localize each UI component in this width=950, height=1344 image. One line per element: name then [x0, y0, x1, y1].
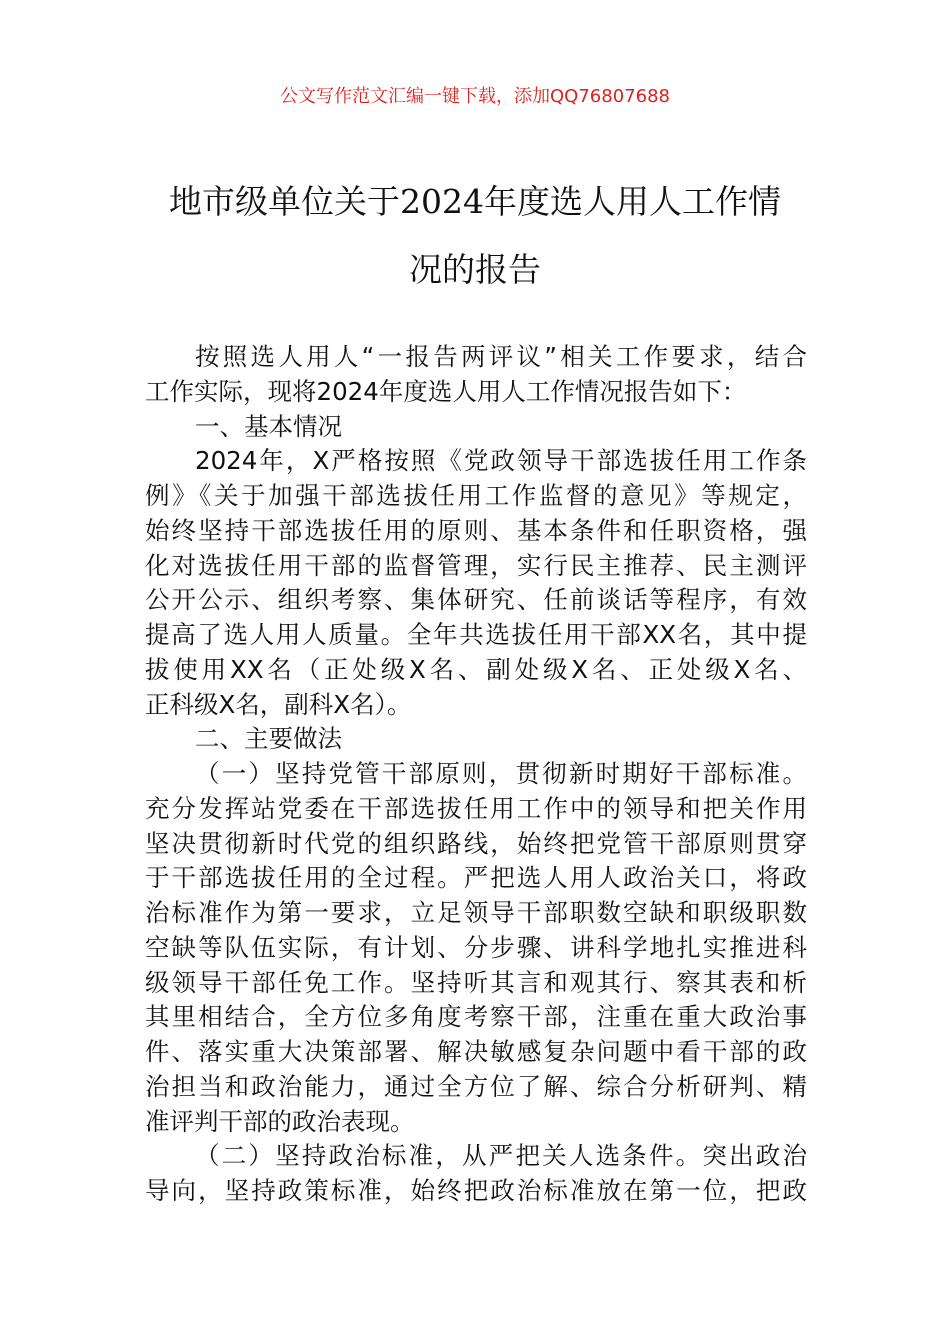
document-title-line-2: 况的报告 [409, 250, 541, 289]
body-text-line: 工作实际，现将2024年度选人用人工作情况报告如下： [145, 376, 747, 406]
body-text-line: 治标准作为第一要求，立足领导干部职数空缺和职级职数 [145, 898, 807, 927]
document-title-line-1: 地市级单位关于2024年度选人用人工作情 [169, 182, 781, 221]
body-text-line: 拔使用XX名（正处级X名、副处级X名、正处级X名、 [145, 654, 807, 684]
body-text-line: 坚决贯彻新时代党的组织路线，始终把党管干部原则贯穿 [145, 828, 807, 858]
body-text-line: 于干部选拔任用的全过程。严把选人用人政治关口，将政 [145, 863, 807, 893]
body-text-line: 化对选拔任用干部的监督管理，实行民主推荐、民主测评 [145, 550, 807, 580]
body-text-line: 2024年，X严格按照《党政领导干部选拔任用工作条 [195, 446, 807, 476]
body-text-line: （二）坚持政治标准，从严把关人选条件。突出政治 [195, 1141, 807, 1171]
body-text-line: 准评判干部的政治表现。 [145, 1106, 415, 1136]
body-text-line: 例》《关于加强干部选拔任用工作监督的意见》等规定， [145, 481, 807, 510]
body-text-line: 正科级X名，副科X名）。 [145, 689, 412, 719]
watermark-banner: 公文写作范文汇编一键下载，添加QQ76807688 [280, 86, 670, 107]
body-text-line: 始终坚持干部选拔任用的原则、基本条件和任职资格，强 [145, 515, 807, 545]
body-text-line: 二、主要做法 [195, 724, 342, 754]
body-text-line: 导向，坚持政策标准，始终把政治标准放在第一位，把政 [145, 1176, 807, 1205]
body-text-line: 提高了选人用人质量。全年共选拔任用干部XX名，其中提 [145, 620, 807, 649]
document-body [145, 340, 807, 1209]
body-text-line: 治担当和政治能力，通过全方位了解、综合分析研判、精 [145, 1071, 807, 1101]
body-text-line: 一、基本情况 [195, 411, 342, 441]
body-text-line: 按照选人用人“一报告两评议”相关工作要求，结合 [195, 342, 807, 371]
body-text-line: 件、落实重大决策部署、解决敏感复杂问题中看干部的政 [145, 1037, 807, 1066]
body-text-line: 公开公示、组织考察、集体研究、任前谈话等程序，有效 [145, 585, 807, 615]
body-text-line: 空缺等队伍实际，有计划、分步骤、讲科学地扎实推进科 [145, 932, 807, 962]
body-text-line: 级领导干部任免工作。坚持听其言和观其行、察其表和析 [145, 967, 807, 997]
body-text-line: 其里相结合，全方位多角度考察干部，注重在重大政治事 [145, 1002, 807, 1032]
body-text-line: （一）坚持党管干部原则，贯彻新时期好干部标准。 [195, 759, 807, 788]
body-text-line: 充分发挥站党委在干部选拔任用工作中的领导和把关作用 [145, 793, 807, 823]
